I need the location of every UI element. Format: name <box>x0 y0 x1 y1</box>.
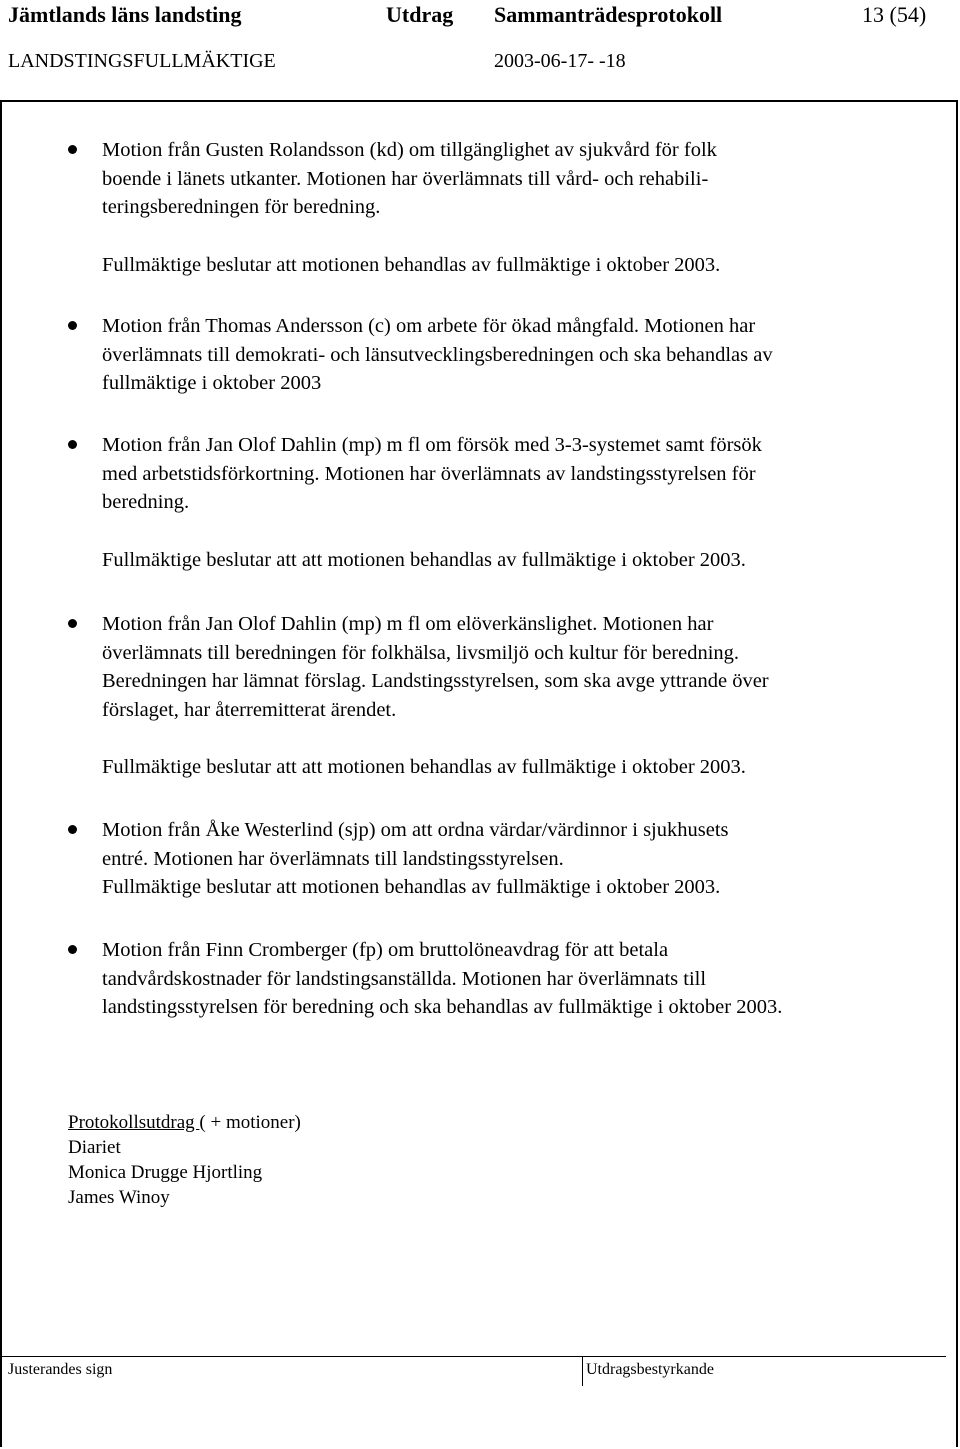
motion-line: Motion från Åke Westerlind (sjp) om att ordna värdar/värdinnor i sjukhusets <box>102 819 729 841</box>
motion-line: överlämnats till demokrati- och länsutvecklingsberedningen och ska behandlas av <box>102 343 773 366</box>
bullet-icon <box>68 619 77 628</box>
motion-item <box>102 936 932 1022</box>
motion-line: landstingsstyrelsen för beredning och ska behandlas av fullmäktige i oktober 2003. <box>102 996 783 1019</box>
page-number: 13 (54) <box>862 2 927 27</box>
meeting-body: LANDSTINGSFULLMÄKTIGE <box>8 50 276 72</box>
motion-line: med arbetstidsförkortning. Motionen har överlämnats av landstingsstyrelsen för <box>102 462 756 485</box>
motion-line: Motion från Jan Olof Dahlin (mp) m fl om försök med 3-3-systemet samt försök <box>102 434 762 456</box>
motion-line: Beredningen har lämnat förslag. Landstingsstyrelsen, som ska avge yttrande över <box>102 670 769 693</box>
utdragsbestyrkande-label: Utdragsbestyrkande <box>586 1361 714 1378</box>
right-margin-rule <box>956 100 958 1447</box>
bullet-icon <box>68 825 77 834</box>
motion-item <box>102 610 932 782</box>
left-margin-rule <box>0 100 2 1447</box>
recipient: Monica Drugge Hjortling <box>68 1162 263 1183</box>
distribution-heading-rest: ( + motioner) <box>199 1112 301 1133</box>
motion-line: Motion från Jan Olof Dahlin (mp) m fl om elöverkänslighet. Motionen har <box>102 613 714 635</box>
decision-text: Fullmäktige beslutar att motionen behandlas av fullmäktige i oktober 2003. <box>102 253 721 276</box>
decision-text: Fullmäktige beslutar att motionen behandlas av fullmäktige i oktober 2003. <box>102 876 721 899</box>
motion-line: förslaget, har återremitterat ärendet. <box>102 698 397 721</box>
motion-line: Motion från Finn Cromberger (fp) om bruttolöneavdrag för att betala <box>102 939 669 961</box>
motion-item <box>102 816 932 902</box>
justerandes-sign-label: Justerandes sign <box>8 1361 113 1378</box>
motion-line: fullmäktige i oktober 2003 <box>102 372 322 395</box>
distribution-heading-underlined: Protokollsutdrag <box>68 1112 200 1133</box>
footer-rule <box>0 1356 946 1357</box>
recipient: James Winoy <box>68 1187 170 1208</box>
bullet-icon <box>68 145 77 154</box>
motion-line: Motion från Gusten Rolandsson (kd) om tillgänglighet av sjukvård för folk <box>102 139 717 161</box>
bullet-icon <box>68 440 77 449</box>
motion-line: Motion från Thomas Andersson (c) om arbete för ökad mångfald. Motionen har <box>102 315 756 337</box>
document-kind: Utdrag <box>386 2 454 27</box>
bullet-icon <box>68 321 77 330</box>
recipient: Diariet <box>68 1137 121 1158</box>
motion-line: beredning. <box>102 491 190 514</box>
motion-item <box>102 431 932 574</box>
decision-text: Fullmäktige beslutar att att motionen behandlas av fullmäktige i oktober 2003. <box>102 548 746 571</box>
motion-line: teringsberedningen för beredning. <box>102 196 381 219</box>
motion-line: boende i länets utkanter. Motionen har överlämnats till vård- och rehabili- <box>102 167 709 190</box>
document-title: Sammanträdesprotokoll <box>494 2 723 27</box>
motion-item <box>102 312 932 398</box>
motion-line: tandvårdskostnader för landstingsanställda. Motionen har överlämnats till <box>102 967 707 990</box>
organization-name: Jämtlands läns landsting <box>8 2 242 27</box>
motion-item <box>102 136 932 279</box>
header-rule <box>0 100 958 102</box>
decision-text: Fullmäktige beslutar att att motionen behandlas av fullmäktige i oktober 2003. <box>102 756 746 779</box>
meeting-date: 2003-06-17- -18 <box>494 50 626 72</box>
distribution-heading <box>68 1110 301 1135</box>
motion-line: entré. Motionen har överlämnats till landstingsstyrelsen. <box>102 847 564 870</box>
distribution-list <box>68 1110 301 1210</box>
bullet-icon <box>68 945 77 954</box>
motion-line: överlämnats till beredningen för folkhälsa, livsmiljö och kultur för beredning. <box>102 641 740 664</box>
footer-divider <box>582 1356 583 1386</box>
